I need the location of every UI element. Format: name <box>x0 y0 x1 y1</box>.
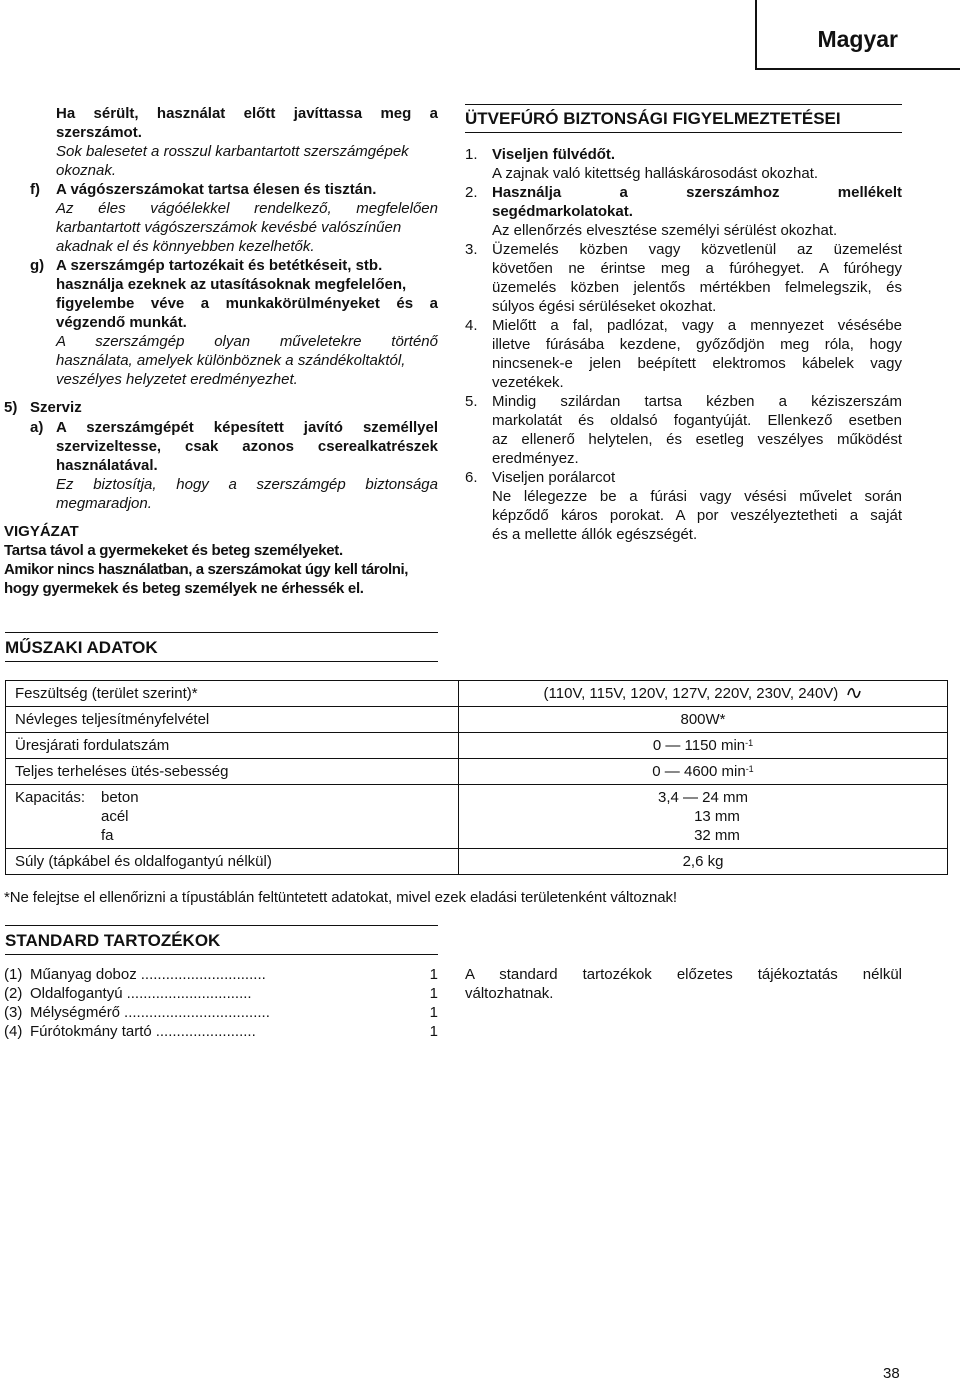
left-line: használata, amelyek különböznek a szándékoltaktól, <box>56 352 406 369</box>
accessories-title: STANDARD TARTOZÉKOK <box>5 931 221 950</box>
left-line: Ha sérült, használat előtt javíttassa meg a <box>56 105 438 122</box>
item-label-f: f) <box>30 181 40 198</box>
table-row <box>6 707 948 733</box>
impact-value: 0 — 4600 min <box>652 763 746 780</box>
left-line: karbantartott vágószerszámok kevésbé valószínűen <box>56 219 402 236</box>
left-line: használja ezeknek az utasításoknak megfelelően, <box>56 276 407 293</box>
table-row <box>6 759 948 785</box>
accessory-number: (4) <box>4 1023 23 1040</box>
list-item-line: Az ellenőrzés elvesztése személyi sérülést okozhat. <box>492 222 838 239</box>
unit-exponent: -1 <box>745 738 754 748</box>
left-line: szervizeltesse, csak azonos cserealkatrészek <box>56 438 438 455</box>
spec-label: Üresjárati fordulatszám <box>6 733 459 759</box>
capacity-concrete: beton <box>101 789 139 806</box>
list-item-line: üzemelés közben jelentős mértékben felmelegszik, és <box>492 279 902 296</box>
tech-footnote: *Ne felejtse el ellenőrizni a típustáblán feltüntetett adatokat, mivel ezek eladási területenként változnak! <box>4 889 677 906</box>
capacity-wood-value: 32 mm <box>694 827 740 844</box>
table-row <box>6 681 948 707</box>
list-item-line: Használja a szerszámhoz mellékelt <box>492 184 902 201</box>
left-line: figyelembe véve a munkakörülményeket és a <box>56 295 438 312</box>
section-rule <box>465 132 902 133</box>
spec-value <box>459 681 948 707</box>
table-row <box>6 733 948 759</box>
list-item-line: segédmarkolatokat. <box>492 203 633 220</box>
unit-exponent: -1 <box>745 764 754 774</box>
page-number: 38 <box>883 1365 900 1382</box>
left-line: Az éles vágóélekkel rendelkező, megfelelően <box>56 200 438 217</box>
spec-value <box>459 759 948 785</box>
warning-line: hogy gyermekek és beteg személyek ne érhessék el. <box>4 580 364 597</box>
tech-title: MŰSZAKI ADATOK <box>5 638 158 657</box>
list-item-line: Üzemelés közben vagy közvetlenül az üzemelést <box>492 241 902 258</box>
left-line: megmaradjon. <box>56 495 152 512</box>
capacity-steel-value: 13 mm <box>694 808 740 825</box>
left-line: végzendő munkát. <box>56 314 187 331</box>
list-item-line: követően ne érintse meg a fúróhegyet. A fúróhegy <box>492 260 902 277</box>
list-item-line: markolatát és oldalsó fogantyúját. Ellenkező esetben <box>492 412 902 429</box>
table-row <box>6 849 948 875</box>
list-item-number: 6. <box>465 469 478 486</box>
list-item-line: és a mellette állók egészségét. <box>492 526 698 543</box>
accessories-note: változhatnak. <box>465 985 554 1002</box>
list-item-line: nincsenek-e jelen beépített elektromos kábelek vagy <box>492 355 902 372</box>
accessory-quantity: 1 <box>429 1023 438 1040</box>
accessory-leader: .............................. <box>126 985 252 1002</box>
spec-label: Feszültség (terület szerint)* <box>6 681 459 707</box>
warning-line: Tartsa távol a gyermekeket és beteg személyeket. <box>4 542 343 559</box>
language-title: Magyar <box>817 26 898 52</box>
accessory-name: Mélységmérő <box>30 1004 121 1021</box>
accessory-name: Oldalfogantyú <box>30 985 123 1002</box>
left-line: szerszámot. <box>56 124 142 141</box>
left-line: akadnak el és könnyebben kezelhetők. <box>56 238 315 255</box>
accessory-leader: .............................. <box>140 966 266 983</box>
voltage-value: (110V, 115V, 120V, 127V, 220V, 230V, 240V) <box>543 685 839 702</box>
noload-value: 0 — 1150 min <box>652 737 746 754</box>
warning-line: Amikor nincs használatban, a szerszámokat úgy kell tárolni, <box>4 561 409 578</box>
left-line: A szerszámgép olyan műveletekre történő <box>56 333 438 350</box>
list-item-line: Ne lélegezze be a fúrási vagy vésési művelet során <box>492 488 902 505</box>
list-item <box>4 1003 438 1022</box>
capacity-wood: fa <box>101 827 114 844</box>
list-item <box>4 984 438 1003</box>
right-section-title: ÜTVEFÚRÓ BIZTONSÁGI FIGYELMEZTETÉSEI <box>465 109 841 128</box>
accessory-name: Fúrótokmány tartó <box>30 1023 152 1040</box>
capacity-concrete-value: 3,4 — 24 mm <box>657 789 749 806</box>
list-item-line: az ellenerő helytelen, és esetleg veszélyes működést <box>492 431 902 448</box>
spec-label <box>6 785 459 849</box>
list-item-number: 2. <box>465 184 478 201</box>
list-item-line: Mindig szilárdan tartsa kézben a kéziszerszám <box>492 393 902 410</box>
left-line: A szerszámgépét képesített javító személlyel <box>56 419 438 436</box>
list-item-line: Viseljen porálarcot <box>492 469 616 486</box>
accessory-leader: ................................... <box>124 1004 270 1021</box>
accessory-leader: ........................ <box>155 1023 256 1040</box>
capacity-label: Kapacitás: <box>15 789 86 806</box>
warning-title: VIGYÁZAT <box>4 523 79 540</box>
list-item-line: Mielőtt a fal, padlózat, vagy a mennyezet vésésébe <box>492 317 902 334</box>
list-item-line: illetve fúrásába kezdene, győződjön meg róla, hogy <box>492 336 902 353</box>
list-item-line: eredményez. <box>492 450 579 467</box>
accessory-number: (2) <box>4 985 23 1002</box>
spec-value <box>459 785 948 849</box>
section-title-service: Szerviz <box>30 399 82 416</box>
list-item-line: A zajnak való kitettség halláskárosodást okozhat. <box>492 165 819 182</box>
left-line: Ez biztosítja, hogy a szerszámgép biztonsága <box>56 476 438 493</box>
left-line: A vágószerszámokat tartsa élesen és tisztán. <box>56 181 377 198</box>
item-label-g: g) <box>30 257 45 274</box>
capacity-steel: acél <box>101 808 129 825</box>
list-item-number: 5. <box>465 393 478 410</box>
spec-value: 800W* <box>459 707 948 733</box>
list-item-line: képződő káros porokat. A por veszélyeztetheti a saját <box>492 507 902 524</box>
section-rule <box>5 925 438 926</box>
spec-value: 2,6 kg <box>459 849 948 875</box>
left-line: veszélyes helyzetet eredményezhet. <box>56 371 298 388</box>
section-rule <box>465 104 902 105</box>
ac-symbol-icon <box>846 686 862 700</box>
spec-label: Névleges teljesítményfelvétel <box>6 707 459 733</box>
list-item <box>4 1022 438 1041</box>
list-item <box>4 965 438 984</box>
list-item-line: vezetékek. <box>492 374 564 391</box>
accessory-number: (1) <box>4 966 23 983</box>
section-rule <box>5 954 438 955</box>
list-item-line: Viseljen fülvédőt. <box>492 146 616 163</box>
list-item-number: 1. <box>465 146 478 163</box>
section-rule <box>5 632 438 633</box>
list-item-number: 3. <box>465 241 478 258</box>
left-line: okoznak. <box>56 162 117 179</box>
section-rule <box>5 661 438 662</box>
section-label-5: 5) <box>4 399 18 416</box>
accessory-quantity: 1 <box>429 1004 438 1021</box>
spec-label: Teljes terheléses ütés-sebesség <box>6 759 459 785</box>
spec-value <box>459 733 948 759</box>
left-line: Sok balesetet a rosszul karbantartott szerszámgépek <box>56 143 409 160</box>
header-box <box>755 0 960 70</box>
list-item-line: súlyos égési sérüléseket okozhat. <box>492 298 717 315</box>
table-row <box>6 785 948 849</box>
left-line: használatával. <box>56 457 158 474</box>
item-label-a: a) <box>30 419 44 436</box>
accessories-note: A standard tartozékok előzetes tájékoztatás nélkül <box>465 966 902 983</box>
spec-table <box>5 680 948 875</box>
accessory-name: Műanyag doboz <box>30 966 137 983</box>
list-item-number: 4. <box>465 317 478 334</box>
accessory-quantity: 1 <box>429 966 438 983</box>
accessory-number: (3) <box>4 1004 23 1021</box>
accessory-quantity: 1 <box>429 985 438 1002</box>
left-line: A szerszámgép tartozékait és betétkéseit, stb. <box>56 257 383 274</box>
spec-label: Súly (tápkábel és oldalfogantyú nélkül) <box>6 849 459 875</box>
